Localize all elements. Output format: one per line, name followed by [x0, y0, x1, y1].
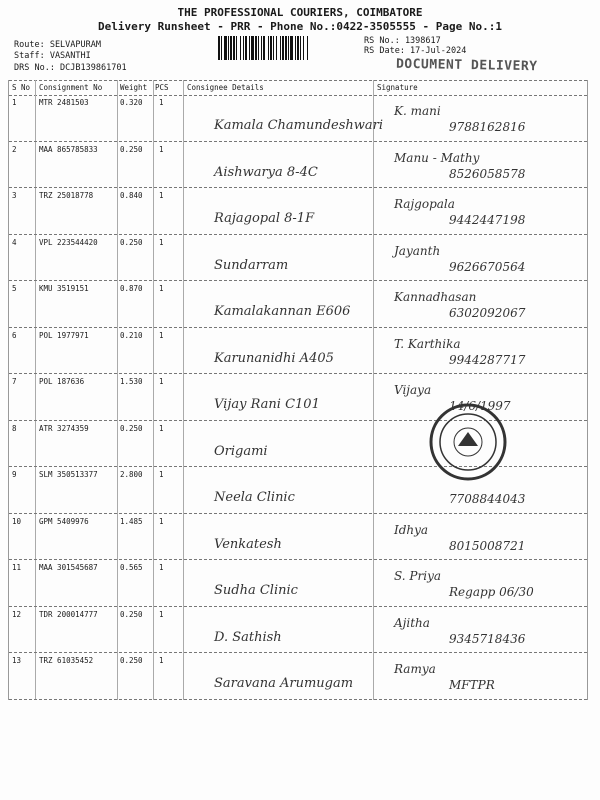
runsheet-table: [8, 80, 588, 700]
consignee-handwriting: Neela Clinic: [214, 490, 295, 505]
row-sno: 11: [12, 563, 22, 572]
phone-handwriting: 9345718436: [449, 631, 526, 646]
consignee-handwriting: Vijay Rani C101: [214, 397, 320, 412]
phone-handwriting: Regapp 06/30: [449, 585, 534, 599]
consignee-handwriting: Karunanidhi A405: [214, 350, 334, 366]
col-signature: Signature: [377, 83, 418, 92]
signature-handwriting: Kannadhasan: [394, 290, 477, 304]
row-pcs: 1: [159, 563, 164, 572]
phone-handwriting: 8526058578: [449, 166, 526, 181]
consignee-handwriting: Saravana Arumugam: [214, 676, 354, 691]
table-row: [9, 94, 587, 142]
consignee-handwriting: D. Sathish: [214, 629, 282, 645]
table-row: [9, 187, 587, 235]
signature-handwriting: Vijaya: [394, 383, 432, 397]
row-weight: 1.485: [120, 516, 143, 526]
row-sno: 12: [12, 609, 22, 619]
signature-handwriting: Jayanth: [394, 243, 441, 258]
phone-handwriting: MFTPR: [449, 678, 495, 692]
row-sno: 13: [12, 656, 22, 665]
phone-handwriting: 9442447198: [449, 213, 526, 227]
consignee-handwriting: Kamalakannan E606: [214, 304, 351, 319]
signature-handwriting: K. mani: [394, 104, 441, 118]
consignee-handwriting: Kamala Chamundeshwari: [214, 118, 384, 133]
signature-handwriting: Manu - Mathy: [394, 150, 480, 165]
row-consignment-no: TDR 200014777: [39, 609, 98, 619]
signature-handwriting: Ramya: [394, 662, 436, 676]
row-weight: 1.530: [120, 377, 143, 386]
row-consignment-no: VPL 223544420: [39, 237, 98, 247]
table-row: [9, 327, 587, 375]
consignee-handwriting: Sundarram: [214, 257, 289, 273]
row-weight: 0.250: [120, 609, 143, 619]
row-pcs: 1: [159, 609, 164, 619]
phone-handwriting: 9626670564: [449, 259, 526, 274]
row-weight: 0.250: [120, 237, 143, 247]
col-consignment: Consignment No: [39, 83, 103, 92]
row-sno: 9: [12, 470, 17, 479]
row-weight: 0.565: [120, 563, 143, 572]
row-consignment-no: KMU 3519151: [39, 284, 89, 293]
row-weight: 0.250: [120, 656, 143, 665]
row-pcs: 1: [159, 470, 164, 479]
row-weight: 0.870: [120, 284, 143, 293]
consignee-handwriting: Origami: [214, 443, 268, 459]
table-row: [9, 652, 587, 700]
row-consignment-no: MAA 865785833: [39, 144, 98, 154]
row-pcs: 1: [159, 423, 164, 433]
row-sno: 1: [12, 98, 17, 107]
row-weight: 0.840: [120, 191, 143, 200]
company-seal: [428, 402, 508, 482]
row-weight: 0.210: [120, 330, 143, 340]
table-row: [9, 141, 587, 189]
signature-handwriting: Idhya: [394, 522, 429, 537]
row-consignment-no: POL 1977971: [39, 330, 89, 340]
row-consignment-no: POL 187636: [39, 377, 85, 386]
row-pcs: 1: [159, 191, 164, 200]
row-pcs: 1: [159, 237, 164, 247]
row-pcs: 1: [159, 330, 164, 340]
phone-handwriting: 9788162816: [449, 120, 526, 134]
table-row: [9, 606, 587, 654]
phone-handwriting: 8015008721: [449, 538, 526, 553]
row-sno: 4: [12, 237, 17, 247]
rs-number: RS No.: 1398617: [364, 36, 441, 46]
col-weight: Weight: [120, 83, 148, 92]
staff-label: Staff: VASANTHI: [14, 51, 91, 61]
company-title: THE PROFESSIONAL COURIERS, COIMBATORE: [177, 6, 423, 19]
row-consignment-no: SLM 350513377: [39, 470, 98, 479]
row-pcs: 1: [159, 284, 164, 293]
row-sno: 6: [12, 330, 17, 340]
consignee-handwriting: Sudha Clinic: [214, 583, 298, 598]
row-pcs: 1: [159, 516, 164, 526]
phone-handwriting: 7708844043: [449, 492, 526, 506]
row-weight: 0.250: [120, 144, 143, 154]
phone-handwriting: 9944287717: [449, 352, 526, 367]
row-sno: 7: [12, 377, 17, 386]
row-sno: 3: [12, 191, 17, 200]
table-row: [9, 280, 587, 328]
row-weight: 0.320: [120, 98, 143, 107]
col-consignee: Consignee Details: [187, 83, 264, 92]
row-pcs: 1: [159, 656, 164, 665]
row-consignment-no: GPM 5409976: [39, 516, 89, 526]
table-row: [9, 559, 587, 607]
phone-handwriting: 14/6/1997: [449, 399, 511, 413]
row-pcs: 1: [159, 144, 164, 154]
row-consignment-no: ATR 3274359: [39, 423, 89, 433]
table-row: [9, 234, 587, 282]
col-pcs: PCS: [155, 83, 169, 92]
row-pcs: 1: [159, 377, 164, 386]
row-consignment-no: TRZ 61035452: [39, 656, 94, 665]
rs-date: RS Date: 17-Jul-2024: [364, 46, 467, 56]
drs-label: DRS No.: DCJB139861701: [14, 63, 127, 73]
table-row: [9, 513, 587, 561]
phone-handwriting: 6302092067: [449, 306, 526, 320]
row-pcs: 1: [159, 98, 164, 107]
consignee-handwriting: Venkatesh: [214, 536, 282, 552]
consignee-handwriting: Aishwarya 8-4C: [214, 164, 318, 180]
consignee-handwriting: Rajagopal 8-1F: [214, 211, 315, 226]
row-consignment-no: MAA 301545687: [39, 563, 98, 572]
row-weight: 0.250: [120, 423, 143, 433]
signature-handwriting: Ajitha: [394, 615, 430, 630]
row-sno: 5: [12, 284, 17, 293]
row-sno: 10: [12, 516, 22, 526]
row-sno: 2: [12, 144, 17, 154]
signature-handwriting: S. Priya: [394, 569, 442, 583]
row-weight: 2.800: [120, 470, 143, 479]
runsheet-subtitle: Delivery Runsheet - PRR - Phone No.:0422-3505555 - Page No.:1: [98, 20, 502, 33]
signature-handwriting: Rajgopala: [394, 197, 455, 211]
signature-handwriting: T. Karthika: [394, 336, 461, 351]
row-sno: 8: [12, 423, 17, 433]
barcode: [218, 36, 356, 60]
route-label: Route: SELVAPURAM: [14, 40, 101, 50]
row-consignment-no: MTR 2481503: [39, 98, 89, 107]
document-delivery-stamp: DOCUMENT DELIVERY: [395, 56, 538, 75]
row-consignment-no: TRZ 25018778: [39, 191, 94, 200]
col-sno: S No: [12, 83, 31, 92]
